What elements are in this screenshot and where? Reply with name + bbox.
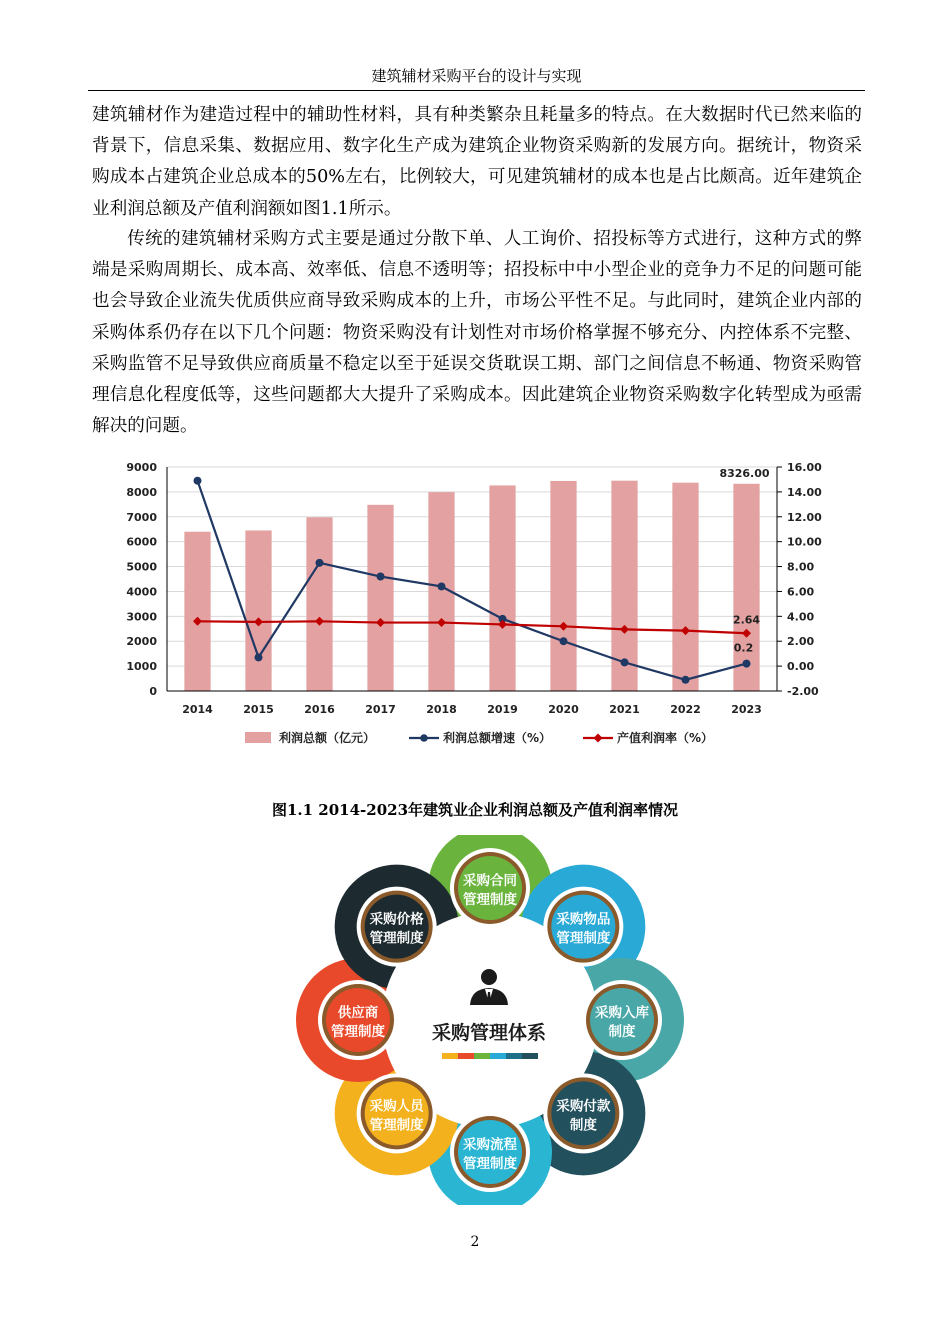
title-color-segment xyxy=(442,1053,458,1059)
node-label-line2: 管理制度 xyxy=(463,892,517,908)
node-label-line2: 制度 xyxy=(569,1117,597,1134)
y-right-tick-label: 0.00 xyxy=(787,660,815,674)
node-label-line2: 管理制度 xyxy=(331,1024,385,1040)
node-label-line2: 制度 xyxy=(608,1024,636,1040)
x-tick-label: 2022 xyxy=(670,703,701,716)
diagram-node xyxy=(543,887,623,967)
node-label-line1: 采购付款 xyxy=(556,1098,611,1115)
node-label-line1: 采购流程 xyxy=(463,1137,517,1153)
y-right-tick-label: 4.00 xyxy=(787,610,815,624)
point-growth-rate xyxy=(621,658,629,666)
y-left-tick-label: 3000 xyxy=(126,610,157,624)
bar-profit-total xyxy=(489,485,515,691)
profit-chart xyxy=(115,455,835,755)
y-right-tick-label: 2.00 xyxy=(787,635,815,649)
y-left-tick-label: 0 xyxy=(149,685,157,698)
node-label-line2: 管理制度 xyxy=(369,930,424,947)
legend-label: 利润总额增速（%） xyxy=(443,731,552,745)
x-tick-label: 2021 xyxy=(609,703,640,716)
y-left-tick-label: 4000 xyxy=(126,585,157,599)
y-right-tick-label: 8.00 xyxy=(787,560,815,574)
node-label-line1: 采购入库 xyxy=(595,1005,649,1021)
point-growth-rate xyxy=(255,653,263,661)
point-growth-rate xyxy=(438,582,446,590)
legend-marker-circle xyxy=(420,734,428,742)
y-right-tick-label: 16.00 xyxy=(787,461,822,474)
node-label-line1: 供应商 xyxy=(337,1005,379,1021)
node-label-line2: 管理制度 xyxy=(369,1117,424,1134)
line-growth-rate xyxy=(198,481,747,680)
y-right-tick-label: 12.00 xyxy=(787,510,822,524)
title-color-segment xyxy=(458,1053,474,1059)
x-tick-label: 2019 xyxy=(487,703,518,716)
x-tick-label: 2023 xyxy=(731,703,762,716)
diagram-node xyxy=(357,887,437,967)
title-color-segment xyxy=(506,1053,522,1059)
x-tick-label: 2016 xyxy=(304,703,335,716)
running-header: 建筑辅材采购平台的设计与实现 xyxy=(371,67,582,85)
y-left-tick-label: 2000 xyxy=(126,635,157,649)
y-left-tick-label: 5000 xyxy=(126,560,157,574)
node-label-line1: 采购价格 xyxy=(369,911,424,928)
figure-caption: 图1.1 2014-2023年建筑业企业利润总额及产值利润率情况 xyxy=(271,801,679,819)
title-color-segment xyxy=(522,1053,538,1059)
legend-label: 利润总额（亿元） xyxy=(279,731,376,745)
x-tick-label: 2018 xyxy=(426,703,457,716)
node-label-line1: 采购人员 xyxy=(369,1098,424,1115)
y-right-tick-label: 14.00 xyxy=(787,485,822,499)
procurement-system-diagram xyxy=(295,835,685,1205)
x-tick-label: 2014 xyxy=(182,703,213,716)
y-right-tick-label: 10.00 xyxy=(787,535,822,549)
data-label-profit-rate-2023: 2.64 xyxy=(732,613,761,627)
node-label-line2: 管理制度 xyxy=(556,930,611,947)
legend-marker-diamond xyxy=(594,734,603,743)
legend-label: 产值利润率（%） xyxy=(617,731,714,745)
x-tick-label: 2015 xyxy=(243,703,274,716)
y-right-tick-label: 6.00 xyxy=(787,585,815,599)
diagram-node xyxy=(582,980,662,1060)
data-label-bar-2023: 8326.00 xyxy=(719,466,770,480)
x-tick-label: 2020 xyxy=(548,703,579,716)
bar-profit-total xyxy=(245,530,271,691)
header-rule xyxy=(88,90,865,91)
paragraph-1: 建筑辅材作为建造过程中的辅助性材料，具有种类繁杂且耗量多的特点。在大数据时代已然来临的背景下，信息采集、数据应用、数字化生产成为建筑企业物资采购新的发展方向。据统计，物资采购成本占建筑企业总成本的50%左右，比例较大，可见建筑辅材的成本也是占比颇高。近年建筑企业利润总额及产值利润额如图1.1所示。 xyxy=(92,105,862,219)
data-label-growth-2023: 0.2 xyxy=(733,641,754,655)
title-color-segment xyxy=(474,1053,490,1059)
y-left-tick-label: 6000 xyxy=(126,535,157,549)
bar-profit-total xyxy=(306,517,332,691)
node-label-line1: 采购合同 xyxy=(463,873,517,889)
bar-profit-total xyxy=(367,505,393,691)
diagram-node xyxy=(450,1112,530,1192)
diagram-node xyxy=(357,1073,437,1153)
node-label-line2: 管理制度 xyxy=(463,1156,517,1172)
node-label-line1: 采购物品 xyxy=(556,911,611,928)
title-color-segment xyxy=(490,1053,506,1059)
point-growth-rate xyxy=(560,637,568,645)
point-growth-rate xyxy=(377,573,385,581)
point-growth-rate xyxy=(682,676,690,684)
diagram-node xyxy=(450,848,530,928)
point-growth-rate xyxy=(316,559,324,567)
paragraph-2: 传统的建筑辅材采购方式主要是通过分散下单、人工询价、招投标等方式进行，这种方式的弊端是采购周期长、成本高、效率低、信息不透明等；招投标中中小型企业的竞争力不足的问题可能也会导致企业流失优质供应商导致采购成本的上升，市场公平性不足。与此同时，建筑企业内部的采购体系仍存在以下几个问题：物资采购没有计划性对市场价格掌握不够充分、内控体系不完整、采购监管不足导致供应商质量不稳定以至于延误交货耽误工期、部门之间信息不畅通、物资采购管理信息化程度低等，这些问题都大大提升了采购成本。因此建筑企业物资采购数字化转型成为亟需解决的问题。 xyxy=(92,229,862,437)
y-left-tick-label: 8000 xyxy=(126,485,157,499)
y-left-tick-label: 9000 xyxy=(126,461,157,474)
legend-swatch-profit-total xyxy=(245,732,271,743)
diagram-center-title: 采购管理体系 xyxy=(431,1022,547,1044)
bar-profit-total xyxy=(672,483,698,691)
y-left-tick-label: 7000 xyxy=(126,510,157,524)
point-growth-rate xyxy=(194,477,202,485)
y-left-tick-label: 1000 xyxy=(126,660,157,674)
diagram-node xyxy=(318,980,398,1060)
bar-profit-total xyxy=(184,532,210,691)
bar-profit-total xyxy=(550,481,576,691)
diagram-node xyxy=(543,1073,623,1153)
point-growth-rate xyxy=(743,660,751,668)
x-tick-label: 2017 xyxy=(365,703,396,716)
y-right-tick-label: -2.00 xyxy=(787,685,819,698)
page-number: 2 xyxy=(470,1234,480,1250)
